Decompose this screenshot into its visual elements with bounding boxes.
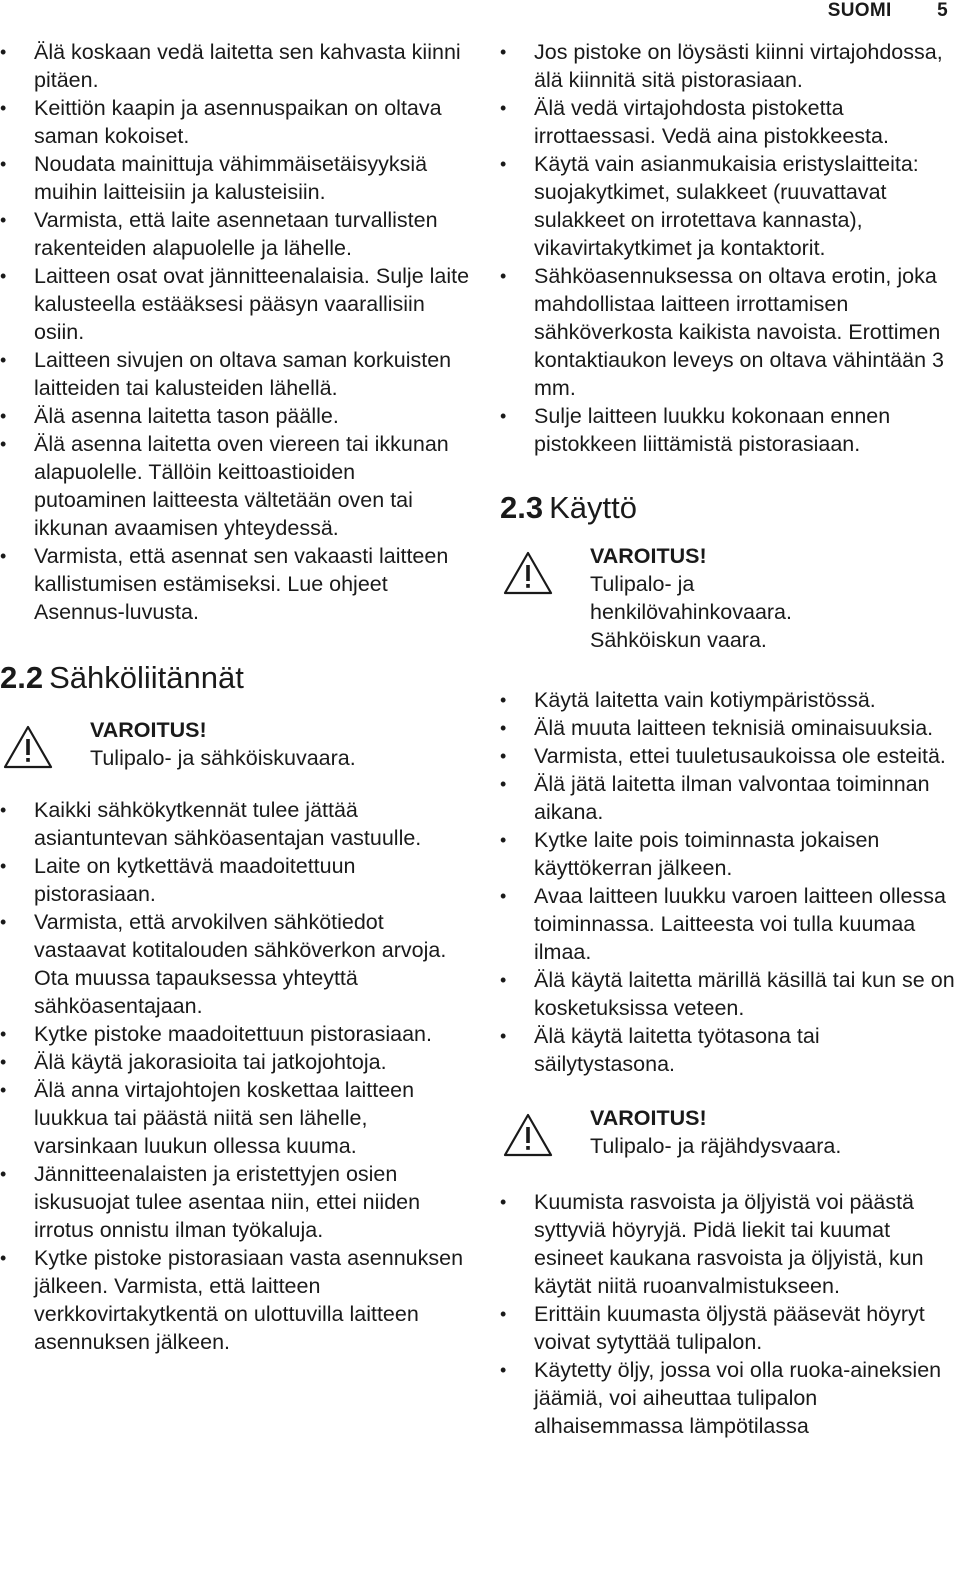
list-item: • Varmista, että laite asennetaan turvallisten rakenteiden alapuolelle ja lähelle.	[0, 206, 470, 262]
list-item: • Noudata mainittuja vähimmäisetäisyyksiä muihin laitteisiin ja kalusteisiin.	[0, 150, 470, 206]
list-item: • Sähköasennuksessa on oltava erotin, joka mahdollistaa laitteen irrottamisen sähköverkosta kaikista navoista. Erottimen kontaktiaukon leveys on oltava vähintään 3 mm.	[500, 262, 955, 402]
list-item: • Älä anna virtajohtojen koskettaa laitteen luukkua tai päästä niitä sen lähelle, varsinkaan luukun ollessa kuuma.	[0, 1076, 470, 1160]
list-item: • Kytke pistoke maadoitettuun pistorasiaan.	[0, 1020, 470, 1048]
warning-box	[500, 542, 955, 654]
warning-triangle-icon	[502, 550, 554, 596]
use-list	[500, 686, 955, 1078]
list-item: • Älä vedä virtajohdosta pistoketta irrottaessasi. Vedä aina pistokkeesta.	[500, 94, 955, 150]
section-number: 2.2	[0, 660, 44, 695]
warning-title: VAROITUS!	[90, 718, 207, 742]
plug-list	[500, 38, 955, 458]
list-item: • Käytä laitetta vain kotiympäristössä.	[500, 686, 955, 714]
left-column	[0, 38, 470, 1356]
list-item: • Käytetty öljy, jossa voi olla ruoka-aineksien jäämiä, voi aiheuttaa tulipalon alhaisemmassa lämpötilassa	[500, 1356, 955, 1440]
page-header	[828, 0, 948, 22]
section-heading-electrical	[0, 658, 470, 698]
list-item: • Varmista, että asennat sen vakaasti laitteen kallistumisen estämiseksi. Lue ohjeet Asennus-luvusta.	[0, 542, 470, 626]
warning-triangle-icon	[2, 724, 54, 770]
warning-box	[0, 716, 470, 772]
install-list	[0, 38, 470, 626]
electrical-list	[0, 796, 470, 1356]
list-item: • Kuumista rasvoista ja öljyistä voi päästä syttyviä höyryjä. Pidä liekit tai kuumat esineet kaukana rasvoista ja öljyistä, kun käytät niitä ruoanvalmistukseen.	[500, 1188, 955, 1300]
list-item: • Älä koskaan vedä laitetta sen kahvasta kiinni pitäen.	[0, 38, 470, 94]
section-number: 2.3	[500, 490, 544, 525]
list-item: • Älä käytä laitetta märillä käsillä tai kun se on kosketuksissa veteen.	[500, 966, 955, 1022]
list-item: • Laite on kytkettävä maadoitettuun pistorasiaan.	[0, 852, 470, 908]
warning-text: Tulipalo- ja henkilövahinkovaara. Sähköiskun vaara.	[590, 572, 792, 652]
warning-title: VAROITUS!	[590, 1106, 707, 1130]
list-item: • Jännitteenalaisten ja eristettyjen osien iskusuojat tulee asentaa niin, ettei niiden irrotus onnistu ilman työkaluja.	[0, 1160, 470, 1244]
right-column	[500, 38, 955, 1440]
list-item: • Jos pistoke on löysästi kiinni virtajohdossa, älä kiinnitä sitä pistorasiaan.	[500, 38, 955, 94]
section-title: Sähköliitännät	[49, 660, 244, 695]
list-item: • Avaa laitteen luukku varoen laitteen ollessa toiminnassa. Laitteesta voi tulla kuumaa ilmaa.	[500, 882, 955, 966]
fire-list	[500, 1188, 955, 1440]
list-item: • Varmista, että arvokilven sähkötiedot vastaavat kotitalouden sähköverkon arvoja. Ota muussa tapauksessa yhteyttä sähköasentajaan.	[0, 908, 470, 1020]
list-item: • Kytke laite pois toiminnasta jokaisen käyttökerran jälkeen.	[500, 826, 955, 882]
page-number: 5	[937, 0, 948, 21]
list-item: • Älä muuta laitteen teknisiä ominaisuuksia.	[500, 714, 955, 742]
section-title: Käyttö	[549, 490, 637, 525]
list-item: • Erittäin kuumasta öljystä pääsevät höyryt voivat sytyttää tulipalon.	[500, 1300, 955, 1356]
list-item: • Käytä vain asianmukaisia eristyslaitteita: suojakytkimet, sulakkeet (ruuvattavat sulakkeet on irrotettava kannasta), vikavirtakytkimet ja kontaktorit.	[500, 150, 955, 262]
warning-triangle-icon	[502, 1112, 554, 1158]
list-item: • Älä asenna laitetta tason päälle.	[0, 402, 470, 430]
warning-box	[500, 1104, 955, 1160]
language-label: SUOMI	[827, 0, 892, 21]
warning-title: VAROITUS!	[590, 544, 707, 568]
warning-text: Tulipalo- ja sähköiskuvaara.	[90, 746, 356, 770]
list-item: • Sulje laitteen luukku kokonaan ennen pistokkeen liittämistä pistorasiaan.	[500, 402, 955, 458]
list-item: • Älä jätä laitetta ilman valvontaa toiminnan aikana.	[500, 770, 955, 826]
list-item: • Laitteen osat ovat jännitteenalaisia. Sulje laite kalusteella estääksesi pääsyn vaarallisiin osiin.	[0, 262, 470, 346]
warning-text: Tulipalo- ja räjähdysvaara.	[590, 1134, 842, 1158]
list-item: • Laitteen sivujen on oltava saman korkuisten laitteiden tai kalusteiden lähellä.	[0, 346, 470, 402]
list-item: • Älä käytä laitetta työtasona tai säilytystasona.	[500, 1022, 955, 1078]
list-item: • Älä asenna laitetta oven viereen tai ikkunan alapuolelle. Tällöin keittoastioiden putoaminen laitteesta vältetään oven tai ikkunan avaamisen yhteydessä.	[0, 430, 470, 542]
list-item: • Keittiön kaapin ja asennuspaikan on oltava saman kokoiset.	[0, 94, 470, 150]
list-item: • Kytke pistoke pistorasiaan vasta asennuksen jälkeen. Varmista, että laitteen verkkovirtakytkentä on ulottuvilla laitteen asennuksen jälkeen.	[0, 1244, 470, 1356]
list-item: • Älä käytä jakorasioita tai jatkojohtoja.	[0, 1048, 470, 1076]
list-item: • Kaikki sähkökytkennät tulee jättää asiantuntevan sähköasentajan vastuulle.	[0, 796, 470, 852]
section-heading-use	[500, 488, 955, 528]
list-item: • Varmista, ettei tuuletusaukoissa ole esteitä.	[500, 742, 955, 770]
